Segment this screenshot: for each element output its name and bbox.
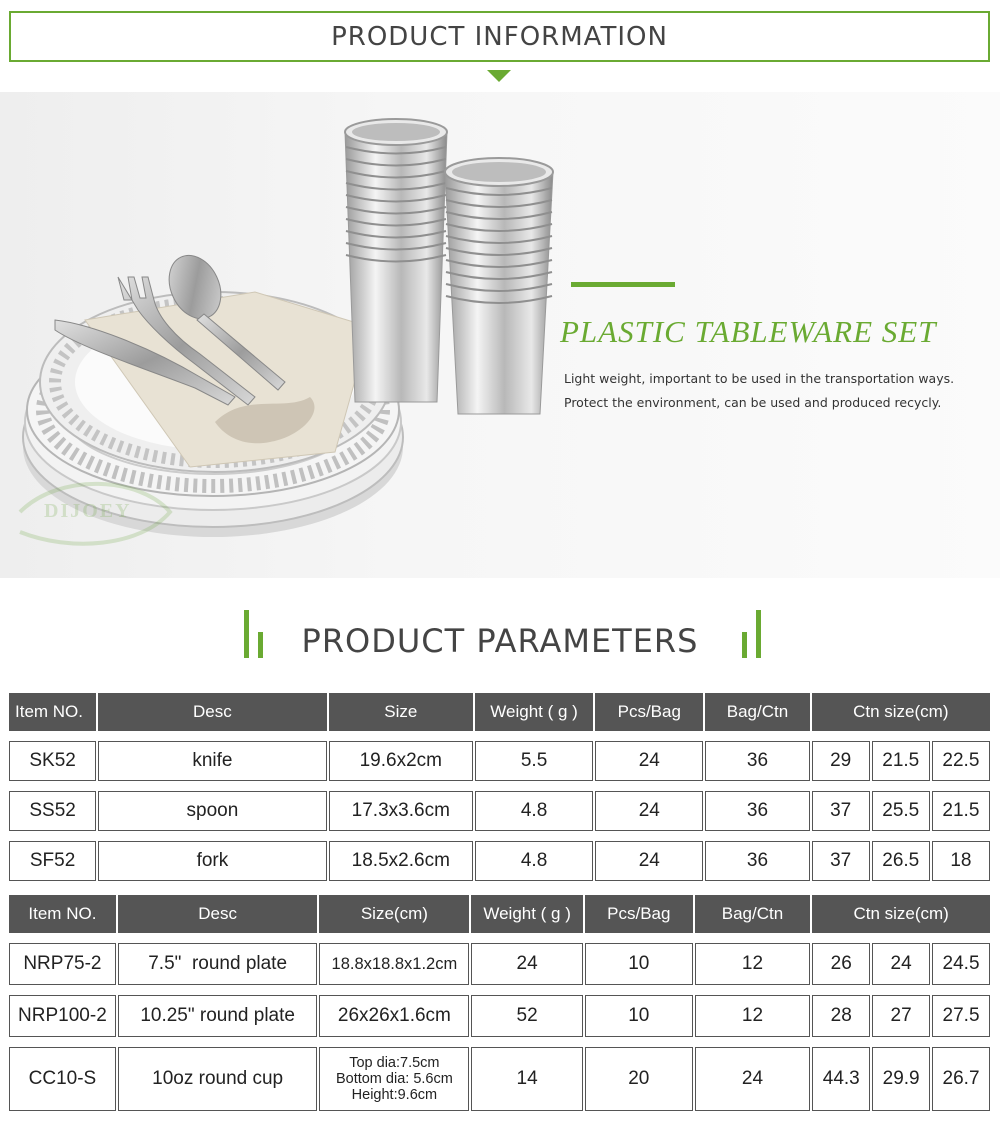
desc-cell: 10.25" round plate <box>118 995 318 1037</box>
ctn-size-cell: 18 <box>932 841 990 881</box>
bag-ctn-cell: 36 <box>705 741 809 781</box>
pcs-bag-cell: 24 <box>595 841 703 881</box>
product-parameters-heading <box>0 606 1000 666</box>
product-hero-image <box>0 92 1000 578</box>
size-cell: 26x26x1.6cm <box>319 995 469 1037</box>
size-cell: 19.6x2cm <box>329 741 473 781</box>
desc-cell: fork <box>98 841 326 881</box>
hero-description-line: Protect the environment, can be used and produced recycly. <box>564 395 942 410</box>
ctn-size-cell: 21.5 <box>872 741 930 781</box>
column-header: Ctn size(cm) <box>812 693 990 731</box>
size-cell: 17.3x3.6cm <box>329 791 473 831</box>
desc-cell: 7.5" round plate <box>118 943 318 985</box>
item-no-cell: NRP100-2 <box>9 995 116 1037</box>
table-header-row <box>9 693 990 731</box>
table-header-row <box>9 895 990 933</box>
column-header: Bag/Ctn <box>705 693 809 731</box>
table-row <box>9 1047 990 1111</box>
table-row <box>9 791 990 831</box>
ctn-size-cell: 37 <box>812 791 870 831</box>
table-row <box>9 943 990 985</box>
desc-cell: 10oz round cup <box>118 1047 318 1111</box>
plates-cups-parameters-table <box>7 893 992 1113</box>
bag-ctn-cell: 24 <box>695 1047 811 1111</box>
column-header: Weight ( g ) <box>471 895 583 933</box>
ctn-size-cell: 29 <box>812 741 870 781</box>
bag-ctn-cell: 12 <box>695 995 811 1037</box>
column-header: Desc <box>118 895 318 933</box>
pcs-bag-cell: 24 <box>595 741 703 781</box>
desc-cell: spoon <box>98 791 326 831</box>
ctn-size-cell: 37 <box>812 841 870 881</box>
ctn-size-cell: 26.5 <box>872 841 930 881</box>
ctn-size-cell: 27.5 <box>932 995 990 1037</box>
weight-cell: 52 <box>471 995 583 1037</box>
section-title: PRODUCT INFORMATION <box>331 21 668 52</box>
table-row <box>9 841 990 881</box>
pcs-bag-cell: 10 <box>585 943 693 985</box>
section-title: PRODUCT PARAMETERS <box>301 622 699 660</box>
ctn-size-cell: 24 <box>872 943 930 985</box>
hero-title: PLASTIC TABLEWARE SET <box>560 314 937 349</box>
column-header: Bag/Ctn <box>695 895 811 933</box>
item-no-cell: SK52 <box>9 741 96 781</box>
item-no-cell: CC10-S <box>9 1047 116 1111</box>
column-header: Size <box>329 693 473 731</box>
table-row <box>9 995 990 1037</box>
ctn-size-cell: 27 <box>872 995 930 1037</box>
column-header: Ctn size(cm) <box>812 895 990 933</box>
bag-ctn-cell: 36 <box>705 791 809 831</box>
ctn-size-cell: 44.3 <box>812 1047 870 1111</box>
ctn-size-cell: 25.5 <box>872 791 930 831</box>
bag-ctn-cell: 12 <box>695 943 811 985</box>
size-cell: 18.5x2.6cm <box>329 841 473 881</box>
column-header: Weight ( g ) <box>475 693 593 731</box>
desc-cell: knife <box>98 741 326 781</box>
column-header: Item NO. <box>9 895 116 933</box>
weight-cell: 4.8 <box>475 841 593 881</box>
weight-cell: 14 <box>471 1047 583 1111</box>
weight-cell: 5.5 <box>475 741 593 781</box>
cup-stack-right <box>445 158 553 414</box>
item-no-cell: SS52 <box>9 791 96 831</box>
ctn-size-cell: 26 <box>812 943 870 985</box>
accent-bar <box>571 282 675 287</box>
column-header: Desc <box>98 693 326 731</box>
column-header: Pcs/Bag <box>595 693 703 731</box>
size-line: Bottom dia: 5.6cm <box>335 1071 453 1087</box>
size-line: Top dia:7.5cm <box>349 1055 440 1071</box>
size-cell: 18.8x18.8x1.2cm <box>319 943 469 985</box>
hero-description-line: Light weight, important to be used in the transportation ways. <box>564 371 955 386</box>
cutlery-parameters-table <box>7 691 992 883</box>
pcs-bag-cell: 20 <box>585 1047 693 1111</box>
weight-cell: 4.8 <box>475 791 593 831</box>
bars-decoration-icon <box>742 606 766 658</box>
size-cell <box>319 1047 469 1111</box>
ctn-size-cell: 29.9 <box>872 1047 930 1111</box>
table-row <box>9 741 990 781</box>
bag-ctn-cell: 36 <box>705 841 809 881</box>
item-no-cell: SF52 <box>9 841 96 881</box>
column-header: Pcs/Bag <box>585 895 693 933</box>
column-header: Size(cm) <box>319 895 469 933</box>
down-arrow-icon <box>487 70 511 82</box>
brand-watermark: DIJOEY <box>44 500 132 522</box>
ctn-size-cell: 28 <box>812 995 870 1037</box>
column-header: Item NO. <box>9 693 96 731</box>
pcs-bag-cell: 24 <box>595 791 703 831</box>
cup-stack-left <box>345 119 447 402</box>
ctn-size-cell: 24.5 <box>932 943 990 985</box>
ctn-size-cell: 22.5 <box>932 741 990 781</box>
pcs-bag-cell: 10 <box>585 995 693 1037</box>
weight-cell: 24 <box>471 943 583 985</box>
size-line: Height:9.6cm <box>351 1087 438 1103</box>
item-no-cell: NRP75-2 <box>9 943 116 985</box>
product-information-header <box>9 11 990 62</box>
ctn-size-cell: 21.5 <box>932 791 990 831</box>
ctn-size-cell: 26.7 <box>932 1047 990 1111</box>
